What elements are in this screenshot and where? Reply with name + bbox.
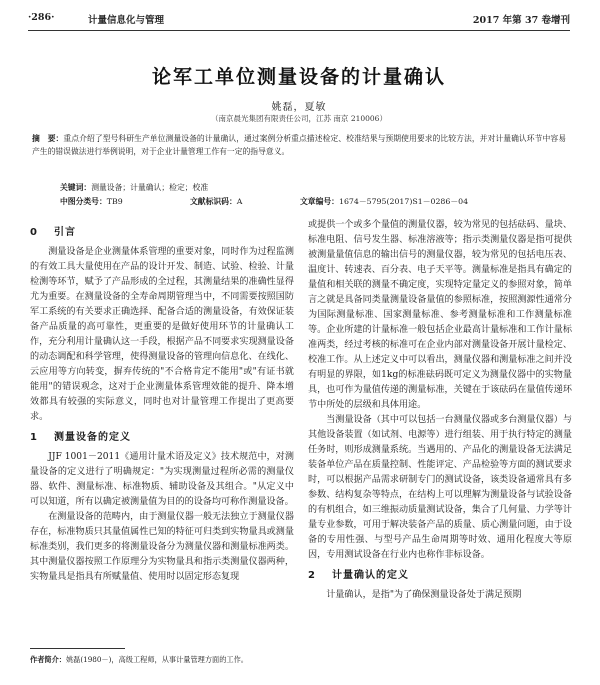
abstract-text: 重点介绍了型号科研生产单位测量设备的计量确认，通过案例分析重点描述检定、校准结果与预期使用要求的比较方法，并对计量确认环节中容易产生的错误做法进行举例说明，对于企业计量管理工作有一定的指导意义。 bbox=[32, 134, 566, 156]
affiliation: （南京晨光集团有限责任公司，江苏 南京 210006） bbox=[211, 114, 387, 123]
page-number: ·286· bbox=[28, 12, 55, 23]
paragraph: 在测量设备的范畴内，由于测量仪器一般无法独立于测量仪器存在，标准物质只其量值属性已知的特征可归类到实物量具或测量标准类别，我们更多的将测量设备分为测量仪器和测量标准两类。其中测量仪器按照工作原理分为实物量具和指示类测量仪器两种，实物量具是指具有所赋量值、使用时以固定形态复现 bbox=[30, 512, 294, 582]
right-column bbox=[308, 218, 572, 603]
section-heading-definition: 1 测量设备的定义 bbox=[30, 432, 131, 443]
footnote-divider bbox=[30, 648, 125, 649]
authors: 姚磊，夏敏 bbox=[271, 102, 327, 113]
header-divider bbox=[28, 30, 570, 31]
abstract-label: 摘 要： bbox=[32, 134, 64, 143]
paragraph: 计量确认，是指"为了确保测量设备处于满足预期 bbox=[326, 590, 522, 600]
paragraph: JJF 1001－2011《通用计量术语及定义》技术规范中，对测量设备的定义进行了明确规定："为实现测量过程所必需的测量仪器、软件、测量标准、标准物质、辅助设备及其组合。"从定义中可以知道，所有以确定被测量值为目的的设备均可称作测量设备。 bbox=[30, 452, 294, 507]
section-heading-intro: 0 引言 bbox=[30, 227, 76, 238]
paper-title: 论军工单位测量设备的计量确认 bbox=[151, 66, 446, 88]
classification-row bbox=[60, 196, 566, 208]
keywords bbox=[60, 182, 566, 193]
clc-number: 中图分类号：TB9 bbox=[60, 197, 123, 206]
section-heading-confirmation: 2 计量确认的定义 bbox=[308, 570, 409, 581]
paragraph: 测量设备是企业测量体系管理的重要对象，同时作为过程监测的有效工具大量使用在产品的设计开发、制造、试验、检验、计量检测等环节，赋予了产品形成的全过程，其测量结果的准确性显得尤为重要。在测量设备的全寿命周期管理当中，不同需要按照国防军工系统的有关要求正确选择、配备合适的测量设备，有效保证装备产品质量的高可靠性，更重要的是做好使用环节的计量确认工作，充分利用计量确认这一手段，根据产品不同要求实现测量设备的动态调配和科学管理，使得测量设备的管理向信息化、在线化、云应用等方向转变，摒弃传统的"不合格肯定不能用"或"有证书就能用"的错误观念，这对于企业测量体系管理效能的提升、降本增效都具有较强的实际意义，同时也对计量管理工作提出了更高要求。 bbox=[30, 247, 294, 422]
running-header bbox=[28, 12, 570, 28]
keywords-text: 测量设备；计量确认；检定；校准 bbox=[91, 183, 209, 192]
article-id: 文章编号：1674－5795(2017)S1－0286－04 bbox=[300, 197, 469, 206]
left-column bbox=[30, 220, 294, 585]
abstract bbox=[32, 132, 566, 158]
document-code: 文献标识码：A bbox=[190, 197, 243, 206]
issue-info: 2017 年第 37 卷增刊 bbox=[472, 15, 570, 26]
paragraph: 当测量设备（其中可以包括一台测量仪器或多台测量仪器）与其他设备装置（如试剂、电源等）进行组装、用于执行特定的测量任务时，则形成测量系统。当遇用的、产品化的测量设备无法满足装备单位产品在质量控制、性能评定、产品检验等方面的测试要求时，可以根据产品需求研制专门的测试设备，该类设备通常具有多参数、结构复杂等特点，在结构上可以理解为测量设备与试验设备的有机组合，如三维振动质量测试设备，集合了几何量、力学等计量专业参数，可用于解决装备产品的质量、质心测量问题，由于设备的专用性强、与型号产品生命周期等时效、通用化程度大等原因，专用测试设备在行业内也称作非标设备。 bbox=[308, 415, 572, 560]
journal-name: 计量信息化与管理 bbox=[88, 15, 165, 26]
keywords-label: 关键词： bbox=[60, 183, 92, 192]
paragraph: 或提供一个或多个量值的测量仪器，较为常见的包括砝码、量块、标准电阻、信号发生器、标准溶液等；指示类测量仪器是指可提供被测量量值信息的输出信号的测量仪器，较为常见的包括电压表、温度计、转速表、百分表、电子天平等。测量标准是指具有确定的量值和相关联的测量不确定度，实现特定量定义的参照对象，简单言之就是具备同类量测量设备量值的参照标准，按照测源性通常分为国际测量标准、国家测量标准、参考测量标准和工作测量标准等。企业所建的计量标准一般包括企业最高计量标准和工作计量标准两类，经过考核的标准可在企业内部对测量设备开展计量检定、校准工作。从上述定义中可以看出，测量仪器和测量标准之间并没有明显的界限，如1kg的标准砝码既可定义为测量仪器中的实物量具，也可作为量值传递的测量标准，关键在于该砝码在量值传递环节中所处的层级和具体用途。 bbox=[308, 220, 572, 410]
author-footnote: 作者简介：姚磊(1980－)，高级工程师，从事计量管理方面的工作。 bbox=[30, 655, 248, 664]
